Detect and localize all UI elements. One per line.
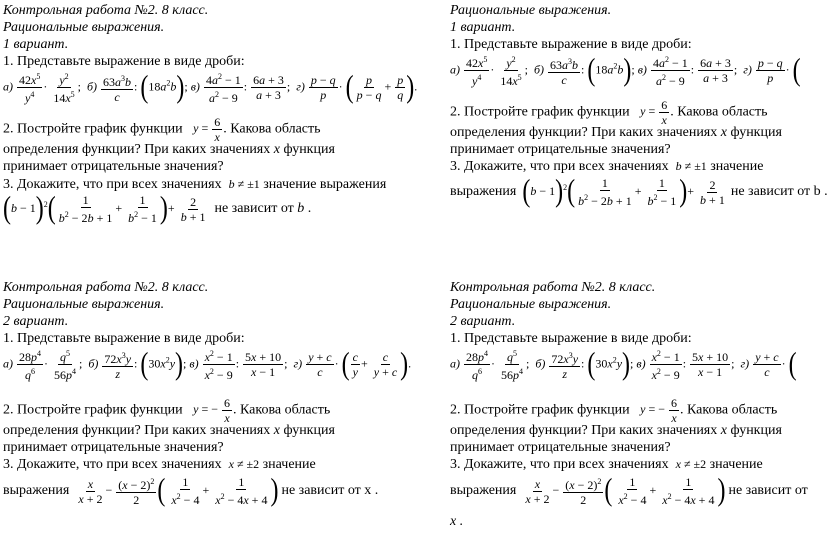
task-3-text: 3. Докажите, что при всех значениях x ≠ ±2 значение <box>3 457 316 472</box>
task-2-text: 2. Постройте график функции y = − $\frac{6}{x}$ . Какова область <box>450 396 778 425</box>
card-topic: Рациональные выражения. <box>450 297 612 312</box>
card-title: Контрольная работа №2. 8 класс. <box>3 280 209 295</box>
task-2-line2: определения функции? При каких значениях x функция <box>450 125 782 140</box>
card-variant: 2 вариант. <box>3 314 69 329</box>
task-3-text: 3. Докажите, что при всех значениях b ≠ ±1 значение <box>450 159 764 174</box>
task-2-line3: принимает отрицательные значения? <box>450 440 671 455</box>
task-3-text: 3. Докажите, что при всех значениях b ≠ ±1 значение выражения <box>3 177 387 192</box>
task-2-text: 2. Постройте график функции y = $\frac{6}{x}$ . Какова область <box>3 115 321 144</box>
task-1-text: 1. Представьте выражение в виде дроби: <box>3 54 245 69</box>
task-2-line3: принимает отрицательные значения? <box>450 142 671 157</box>
card-title: Контрольная работа №2. 8 класс. <box>450 280 656 295</box>
task-1-text: 1. Представьте выражение в виде дроби: <box>450 331 692 346</box>
card-title: Контрольная работа №2. 8 класс. <box>3 3 209 18</box>
card-topic: Рациональные выражения. <box>3 297 165 312</box>
variant-card-1 <box>3 0 418 240</box>
card-variant: 1 вариант. <box>3 37 69 52</box>
task-2-text: 2. Постройте график функции y = − $\frac{6}{x}$ . Какова область <box>3 396 331 425</box>
variant-card-3 <box>3 279 412 519</box>
task-1-expressions: а) $\frac{28p^4}{q^6}$ · $\frac{q^5}{56p^4}$ ; б) $\frac{72x^3y}{z}$ : $(30x^2y)$; в) $\frac{x^2 - 1}{x^2 - 9}$ : $\frac{5x + 10}{x - 1}$ ; г) $\frac{y + c}{c}$ · ( $\frac{c}{y}$ + $\frac{c}{y + c}$ ). <box>3 347 412 382</box>
task-1-text: 1. Представьте выражение в виде дроби: <box>3 331 245 346</box>
card-topic: Рациональные выражения. <box>450 3 612 18</box>
card-topic: Рациональные выражения. <box>3 20 165 35</box>
task-3-expression: выражения $(b - 1)^2$( $\frac{1}{b^2 - 2b + 1}$ + $\frac{1}{b^2 - 1}$ )+ $\frac{2}{b + 1}$ не зависит от b . <box>450 175 828 209</box>
task-1-expressions: а) $\frac{42x^5}{y^4}$ · $\frac{y^2}{14x^5}$ ; б) $\frac{63a^3b}{c}$ : $(18a^2b)$; в) $\frac{4a^2 - 1}{a^2 - 9}$ : $\frac{6a + 3}{a + 3}$ ; г) $\frac{p - q}{p}$ · ( <box>450 53 801 88</box>
task-3-text: 3. Докажите, что при всех значениях x ≠ ±2 значение <box>450 457 763 472</box>
card-variant: 2 вариант. <box>450 314 516 329</box>
task-2-line3: принимает отрицательные значения? <box>3 159 224 174</box>
task-3-end-var: x . <box>450 514 464 529</box>
task-2-line2: определения функции? При каких значениях x функция <box>3 423 335 438</box>
task-1-text: 1. Представьте выражение в виде дроби: <box>450 37 692 52</box>
task-3-expression: $(b - 1)^2$( $\frac{1}{b^2 - 2b + 1}$ + $\frac{1}{b^2 - 1}$ )+ $\frac{2}{b + 1}$ не зависит от b . <box>3 192 312 226</box>
task-3-expression: выражения $\frac{x}{x + 2}$ − $\frac{(x - 2)^2}{2}$ ( $\frac{1}{x^2 - 4}$ + $\frac{1}{x^2 - 4x + 4}$ ) не зависит от x . <box>3 474 379 508</box>
task-2-text: 2. Постройте график функции y = $\frac{6}{x}$ . Какова область <box>450 98 768 127</box>
task-1-expressions: а) $\frac{42x^5}{y^4}$ · $\frac{y^2}{14x^5}$ ; б) $\frac{63a^3b}{c}$ : $(18a^2b)$; в) $\frac{4a^2 - 1}{a^2 - 9}$ : $\frac{6a + 3}{a + 3}$ ; г) $\frac{p - q}{p}$ · ( $\frac{p}{p - q}$ + $\frac{p}{q}$ ). <box>3 70 418 105</box>
task-2-line3: принимает отрицательные значения? <box>3 440 224 455</box>
task-2-line2: определения функции? При каких значениях x функция <box>450 423 782 438</box>
task-2-line2: определения функции? При каких значениях x функция <box>3 142 335 157</box>
card-variant: 1 вариант. <box>450 20 516 35</box>
task-3-expression: выражения $\frac{x}{x + 2}$ − $\frac{(x - 2)^2}{2}$ ( $\frac{1}{x^2 - 4}$ + $\frac{1}{x^2 - 4x + 4}$ ) не зависит от <box>450 474 808 508</box>
variant-card-4 <box>450 279 816 539</box>
variant-card-2 <box>450 0 828 240</box>
task-1-expressions: а) $\frac{28p^4}{q^6}$ · $\frac{q^5}{56p^4}$ ; б) $\frac{72x^3y}{z}$ : $(30x^2y)$; в) $\frac{x^2 - 1}{x^2 - 9}$ : $\frac{5x + 10}{x - 1}$ ; г) $\frac{y + c}{c}$ · ( <box>450 347 797 382</box>
